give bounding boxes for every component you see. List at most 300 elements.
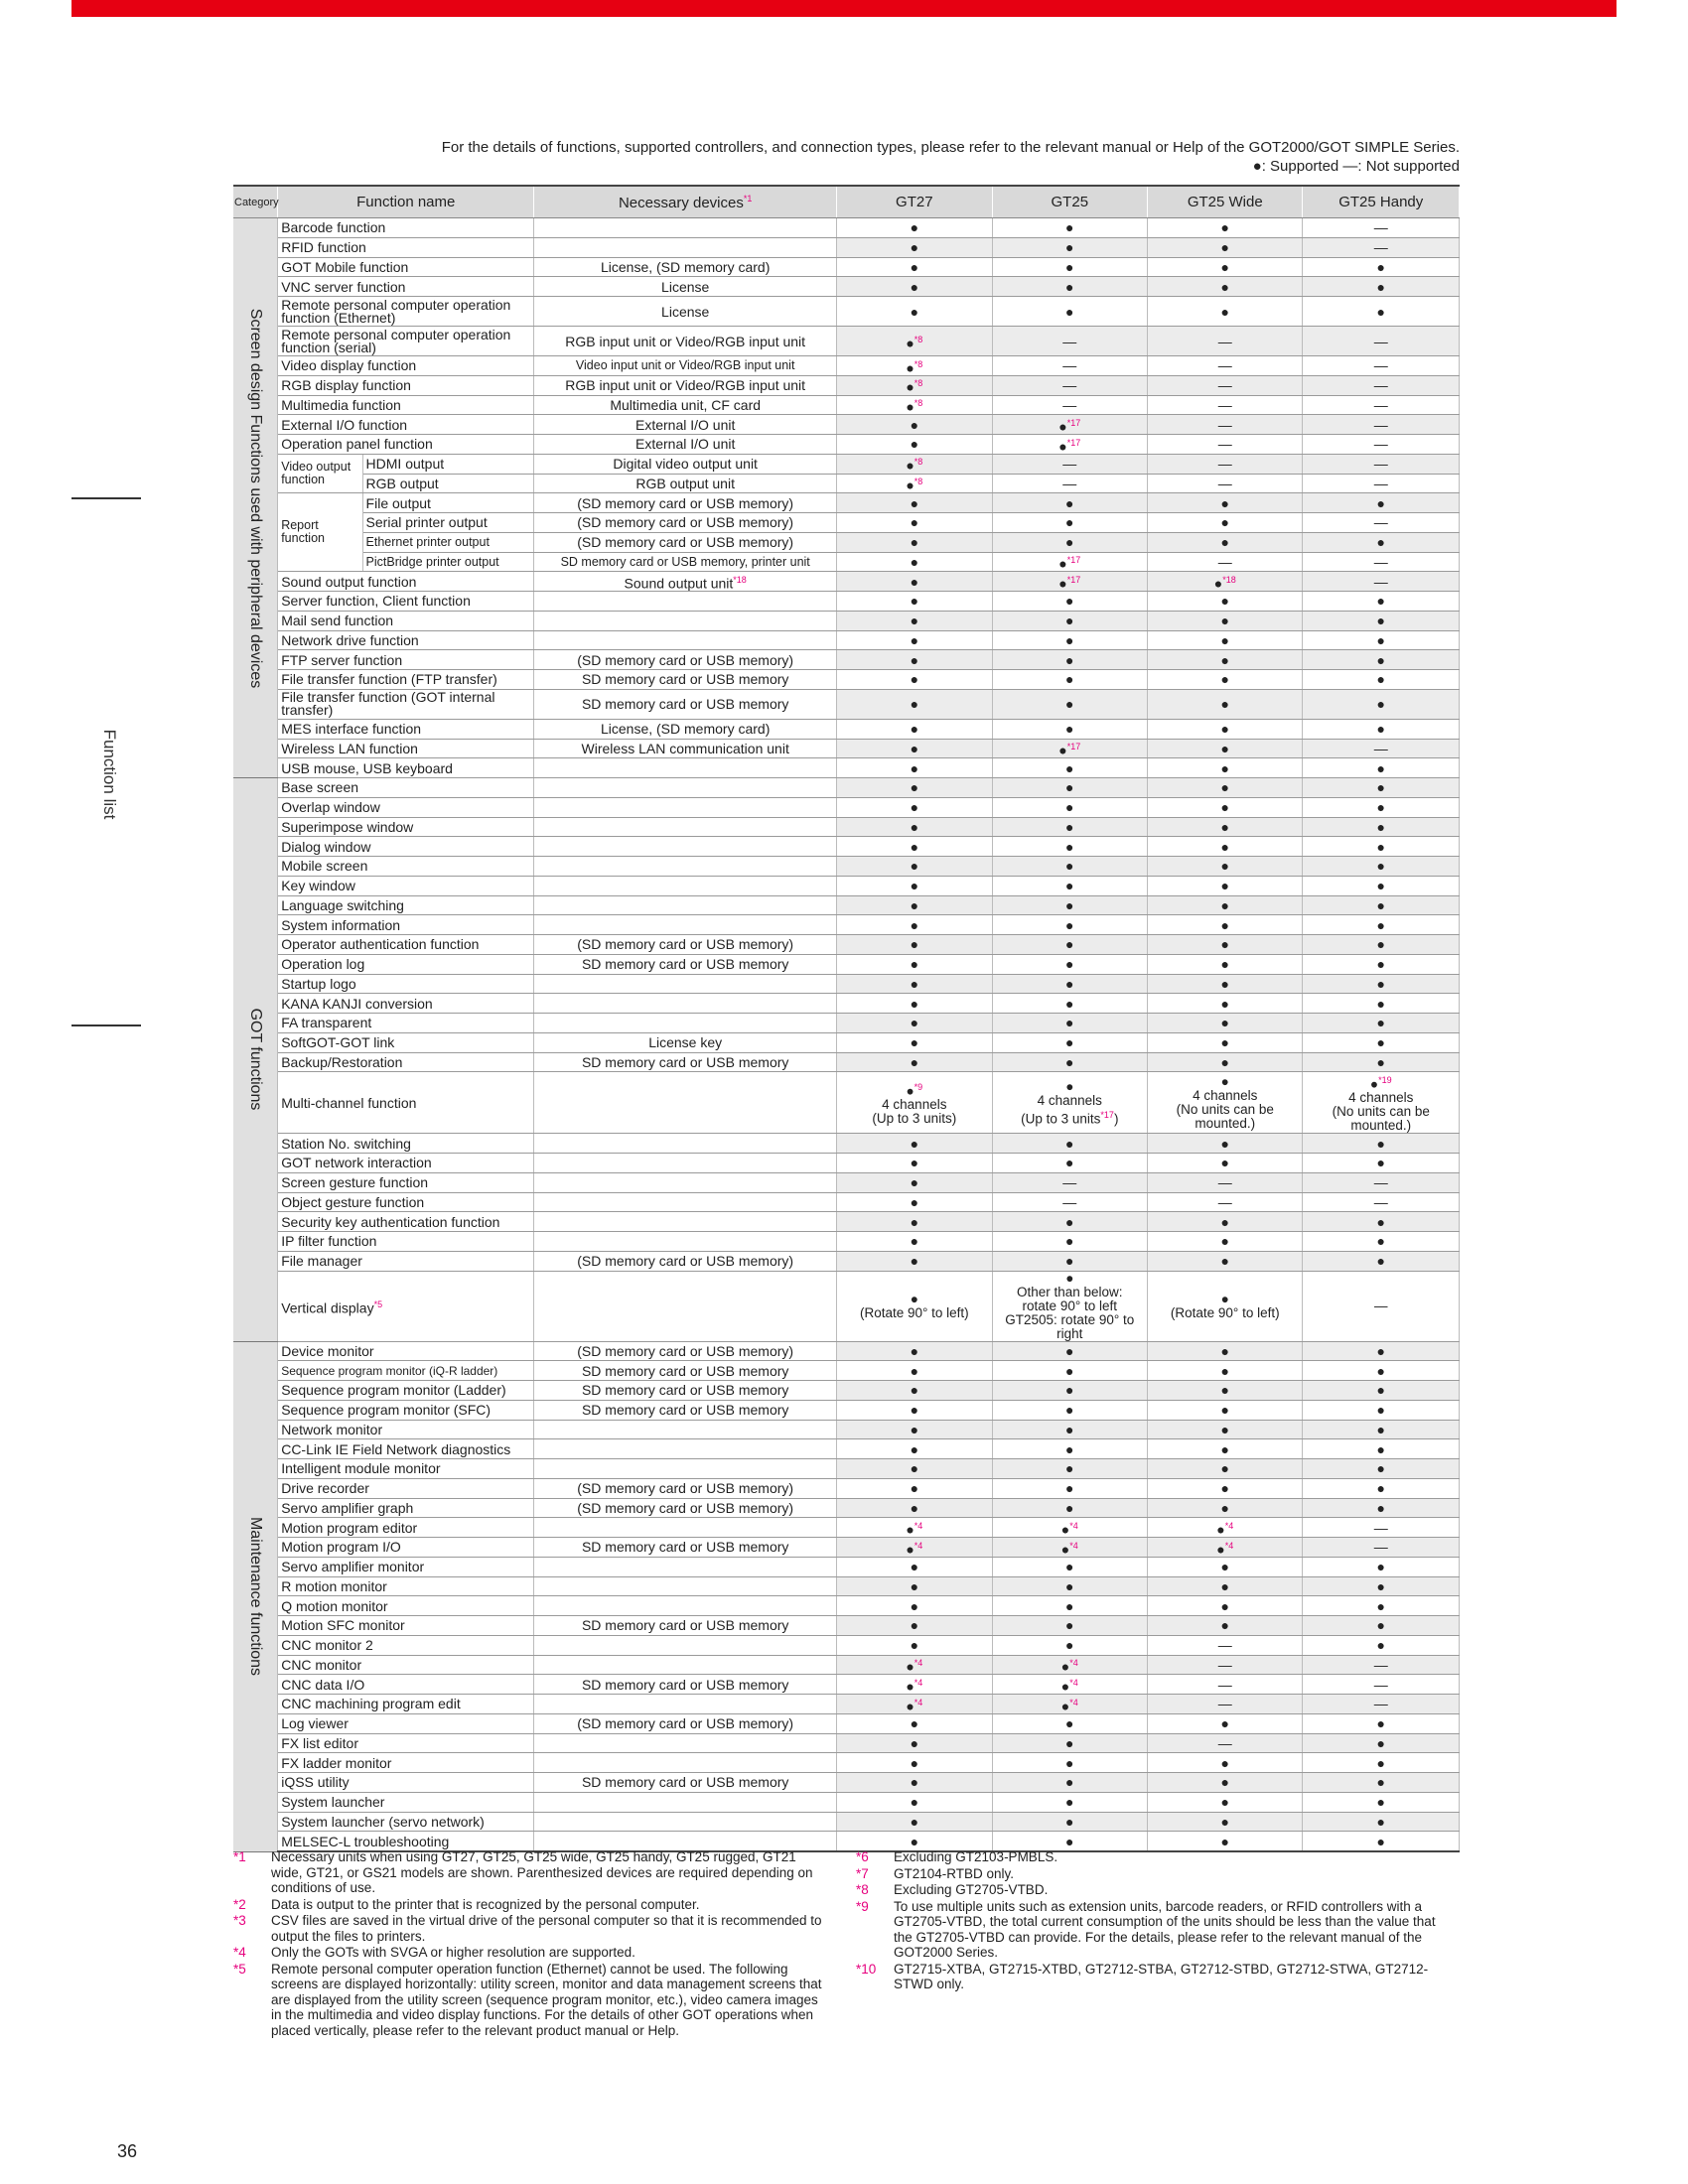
support-cell: ●$^{*8}$ [837, 454, 992, 474]
support-cell: ● [1303, 1812, 1460, 1832]
support-cell: ●$^{*8}$ [837, 395, 992, 415]
support-cell: ● [992, 1478, 1147, 1498]
support-cell: ● [1148, 935, 1303, 955]
function-name: CNC monitor [278, 1655, 534, 1675]
support-cell: ● [837, 1361, 992, 1381]
support-cell: ● [992, 895, 1147, 915]
table-row [233, 994, 1460, 1014]
support-cell: ● [1148, 257, 1303, 277]
necessary-devices [534, 1792, 837, 1812]
necessary-devices [534, 857, 837, 877]
support-cell: ● [837, 611, 992, 630]
function-name: PictBridge printer output [362, 552, 534, 572]
table-row [233, 876, 1460, 895]
support-cell: ● [1148, 1478, 1303, 1498]
table-row [233, 1271, 1460, 1341]
necessary-devices [534, 915, 837, 935]
function-name: GOT Mobile function [278, 257, 534, 277]
support-cell: ● [1148, 797, 1303, 817]
necessary-devices [534, 778, 837, 798]
necessary-devices: License, (SD memory card) [534, 257, 837, 277]
footnote [233, 1897, 839, 1913]
support-cell: ● [1303, 532, 1460, 552]
support-cell: ● [1148, 719, 1303, 739]
support-cell: ● [1303, 935, 1460, 955]
function-name: Operation log [278, 954, 534, 974]
support-cell: ● [837, 1557, 992, 1576]
function-name: FX ladder monitor [278, 1753, 534, 1773]
support-cell: ● [837, 1635, 992, 1655]
function-name: RGB output [362, 474, 534, 493]
necessary-devices: External I/O unit [534, 435, 837, 455]
table-row [233, 1154, 1460, 1173]
table-row [233, 395, 1460, 415]
support-cell: ● [837, 954, 992, 974]
support-cell: ● [1303, 1420, 1460, 1439]
support-cell: ● [992, 1498, 1147, 1518]
support-cell: ● [1148, 954, 1303, 974]
necessary-devices: SD memory card or USB memory [534, 1616, 837, 1636]
footnote [856, 1882, 1462, 1898]
support-cell: ● [1303, 1134, 1460, 1154]
support-cell: ● [1148, 592, 1303, 612]
support-cell: ● [992, 876, 1147, 895]
table-row [233, 356, 1460, 376]
category-label: GOT functions [247, 1008, 265, 1111]
support-cell: ● [992, 857, 1147, 877]
footnote [233, 1945, 839, 1961]
support-cell: ● [992, 974, 1147, 994]
support-cell: ● [837, 1212, 992, 1232]
support-cell: ● [837, 1192, 992, 1212]
footnote-key: *6 [856, 1849, 869, 1864]
support-cell: ● [1303, 1014, 1460, 1033]
support-cell: — [1303, 395, 1460, 415]
necessary-devices: (SD memory card or USB memory) [534, 493, 837, 513]
necessary-devices [534, 1134, 837, 1154]
function-name: File output [362, 493, 534, 513]
necessary-devices: SD memory card or USB memory [534, 1675, 837, 1695]
support-cell: — [992, 454, 1147, 474]
support-cell: ●$^{*4}$ [992, 1518, 1147, 1538]
table-row [233, 1212, 1460, 1232]
side-label-text: Function list [100, 729, 119, 820]
necessary-devices: Video input unit or Video/RGB input unit [534, 356, 837, 376]
support-cell: ● [1148, 630, 1303, 650]
support-cell: ● [1148, 1596, 1303, 1616]
function-name: FTP server function [278, 650, 534, 670]
support-cell: — [1148, 1675, 1303, 1695]
support-cell: ● [837, 1616, 992, 1636]
support-cell: ● [1303, 1439, 1460, 1459]
support-cell: ● [992, 257, 1147, 277]
table-row [233, 837, 1460, 857]
support-cell: ● [837, 994, 992, 1014]
support-cell: ● [992, 532, 1147, 552]
table-row [233, 592, 1460, 612]
table-row [233, 1557, 1460, 1576]
support-cell: ● [1148, 857, 1303, 877]
support-cell: ● [1303, 1154, 1460, 1173]
table-row [233, 1381, 1460, 1401]
function-name: Serial printer output [362, 513, 534, 533]
support-cell: ● [1148, 1616, 1303, 1636]
table-row [233, 1616, 1460, 1636]
function-name: Overlap window [278, 797, 534, 817]
table-row [233, 1792, 1460, 1812]
support-cell: ● [992, 218, 1147, 238]
support-cell: ● [837, 1439, 992, 1459]
necessary-devices: License [534, 277, 837, 297]
function-name: CNC data I/O [278, 1675, 534, 1695]
support-cell: — [1148, 435, 1303, 455]
function-name: Startup logo [278, 974, 534, 994]
necessary-devices [534, 1635, 837, 1655]
function-name: Backup/Restoration [278, 1052, 534, 1072]
table-row [233, 817, 1460, 837]
function-name: CNC machining program edit [278, 1695, 534, 1714]
support-cell: ● [1148, 1361, 1303, 1381]
table-row [233, 857, 1460, 877]
table-row [233, 974, 1460, 994]
support-cell: ● [1148, 1232, 1303, 1252]
support-cell: ● [837, 1172, 992, 1192]
support-cell: ● [1303, 1478, 1460, 1498]
support-cell: ● [1303, 670, 1460, 690]
support-cell: ● [992, 630, 1147, 650]
footnote-key: *7 [856, 1865, 869, 1881]
support-cell: ● [1148, 1832, 1303, 1851]
support-cell: ● [837, 797, 992, 817]
support-cell: ● [992, 1052, 1147, 1072]
support-cell: ● [1148, 974, 1303, 994]
header-devices-star: *1 [743, 193, 753, 204]
table-row [233, 935, 1460, 955]
support-cell: — [1303, 375, 1460, 395]
necessary-devices: Wireless LAN communication unit [534, 739, 837, 758]
table-row [233, 1518, 1460, 1538]
function-name: SoftGOT-GOT link [278, 1032, 534, 1052]
support-cell: ● [1303, 1341, 1460, 1361]
function-name: KANA KANJI conversion [278, 994, 534, 1014]
support-cell: ● [1148, 218, 1303, 238]
support-cell: ● [1303, 1400, 1460, 1420]
necessary-devices [534, 1154, 837, 1173]
support-cell: ● [837, 1134, 992, 1154]
footnote-key: *3 [233, 1913, 246, 1928]
table-row [233, 375, 1460, 395]
support-cell: ● [1303, 650, 1460, 670]
support-cell: ● [837, 218, 992, 238]
header-gt25-handy: GT25 Handy [1303, 186, 1460, 218]
support-cell: ● [1303, 778, 1460, 798]
function-name: Log viewer [278, 1713, 534, 1733]
necessary-devices: (SD memory card or USB memory) [534, 1478, 837, 1498]
support-cell: — [1303, 572, 1460, 592]
table-row [233, 257, 1460, 277]
footnote-key: *5 [233, 1961, 246, 1977]
category-cell [233, 218, 278, 778]
support-cell: ● [1148, 994, 1303, 1014]
support-cell: — [1303, 327, 1460, 356]
subgroup-cell: Report function [278, 493, 362, 572]
header-function-name: Function name [278, 186, 534, 218]
function-name: Station No. switching [278, 1134, 534, 1154]
table-row [233, 1361, 1460, 1381]
table-row [233, 1596, 1460, 1616]
function-name: Base screen [278, 778, 534, 798]
table-row [233, 1459, 1460, 1479]
support-cell: ● [837, 572, 992, 592]
support-cell: ● [837, 778, 992, 798]
category-cell [233, 1341, 278, 1851]
header-gt25: GT25 [992, 186, 1147, 218]
necessary-devices: Multimedia unit, CF card [534, 395, 837, 415]
support-cell: ● [992, 611, 1147, 630]
footnote-key: *10 [856, 1961, 877, 1977]
support-cell: ● [1303, 277, 1460, 297]
support-cell: ● [837, 758, 992, 778]
support-cell: ● [992, 1154, 1147, 1173]
support-cell: ● [1303, 493, 1460, 513]
support-cell: ● [1303, 895, 1460, 915]
support-cell: ● [1148, 1154, 1303, 1173]
table-row [233, 1341, 1460, 1361]
header-gt25-wide: GT25 Wide [1148, 186, 1303, 218]
support-cell: ● [1148, 670, 1303, 690]
table-row [233, 630, 1460, 650]
support-cell: — [1303, 356, 1460, 376]
support-cell: — [992, 356, 1147, 376]
support-cell: ● [1148, 1381, 1303, 1401]
table-row [233, 1014, 1460, 1033]
footnote-key: *4 [233, 1945, 246, 1960]
support-cell: ● [1148, 1773, 1303, 1793]
support-cell: ● (Rotate 90° to left) [1148, 1271, 1303, 1341]
function-name: VNC server function [278, 277, 534, 297]
support-cell: ● [837, 689, 992, 719]
footnote-key: *9 [856, 1898, 869, 1914]
support-cell: ● [992, 1812, 1147, 1832]
support-cell: ●$^{*4}$ [1148, 1538, 1303, 1558]
function-name: External I/O function [278, 415, 534, 435]
support-cell: ● [1303, 1052, 1460, 1072]
table-row [233, 1172, 1460, 1192]
function-name: Sequence program monitor (Ladder) [278, 1381, 534, 1401]
support-cell: ● [837, 1381, 992, 1401]
support-cell: ● [1148, 650, 1303, 670]
intro-text: For the details of functions, supported controllers, and connection types, please refer to the relevant manual or Help of the GOT2000/GOT SIMPLE Series. [441, 139, 1460, 156]
support-cell: ● [1303, 1773, 1460, 1793]
support-cell: ●$^{*8}$ [837, 474, 992, 493]
support-cell: ● [837, 1792, 992, 1812]
necessary-devices [534, 1271, 837, 1341]
necessary-devices: (SD memory card or USB memory) [534, 532, 837, 552]
support-cell: ●$^{*4}$ [837, 1538, 992, 1558]
table-row [233, 1713, 1460, 1733]
support-cell: ● [837, 817, 992, 837]
table-row [233, 1251, 1460, 1271]
table-row [233, 1134, 1460, 1154]
support-cell: ●$^{*4}$ [992, 1695, 1147, 1714]
support-cell: ● [992, 1439, 1147, 1459]
support-cell: ● [1148, 1753, 1303, 1773]
support-cell: ●$^{*4}$ [992, 1655, 1147, 1675]
table-row [233, 435, 1460, 455]
table-row [233, 1635, 1460, 1655]
support-cell: ● [992, 1251, 1147, 1271]
support-cell: ● [1303, 994, 1460, 1014]
support-cell: ● [992, 1832, 1147, 1851]
table-row [233, 1420, 1460, 1439]
support-cell: ● [1148, 1420, 1303, 1439]
support-cell: ● [1303, 1251, 1460, 1271]
necessary-devices [534, 1014, 837, 1033]
function-name: Multi-channel function [278, 1072, 534, 1134]
support-cell: ● [837, 1032, 992, 1052]
support-cell: ●$^{*8}$ [837, 356, 992, 376]
support-cell: ● [992, 1557, 1147, 1576]
function-name: Security key authentication function [278, 1212, 534, 1232]
function-name: Servo amplifier monitor [278, 1557, 534, 1576]
support-cell: ● 4 channels (Up to 3 units$^{*17}$) [992, 1072, 1147, 1134]
table-row [233, 1812, 1460, 1832]
support-cell: — [1303, 739, 1460, 758]
table-row [233, 739, 1460, 758]
support-cell: — [1148, 1172, 1303, 1192]
function-name: Object gesture function [278, 1192, 534, 1212]
function-name: Vertical display$^{*5}$ [278, 1271, 534, 1341]
support-cell: ● [1303, 857, 1460, 877]
support-cell: ● [992, 1459, 1147, 1479]
footnote-text: GT2104-RTBD only. [894, 1865, 1015, 1881]
support-cell: ●$^{*17}$ [992, 415, 1147, 435]
support-cell: ● [1148, 297, 1303, 327]
table-row [233, 1192, 1460, 1212]
support-cell: ● [1303, 1596, 1460, 1616]
function-name: Ethernet printer output [362, 532, 534, 552]
support-cell: ● [1148, 778, 1303, 798]
footnote-text: To use multiple units such as extension units, barcode readers, or RFID controllers with a GT2705-VTBD, the total current consumption of the units should be less than the value that the GT2705-VTBD can provide. For the details, please refer to the relevant manual of the GOT2000 Series. [894, 1898, 1436, 1960]
footnote-key: *1 [233, 1849, 246, 1864]
support-cell: — [1303, 237, 1460, 257]
support-cell: — [992, 327, 1147, 356]
table-row [233, 237, 1460, 257]
support-cell: ● [1303, 876, 1460, 895]
necessary-devices [534, 1172, 837, 1192]
support-cell: ● [1303, 297, 1460, 327]
function-name: IP filter function [278, 1232, 534, 1252]
necessary-devices [534, 1733, 837, 1753]
support-cell: ●$^{*8}$ [837, 327, 992, 356]
support-cell: — [992, 395, 1147, 415]
support-cell: ● [992, 1635, 1147, 1655]
necessary-devices [534, 1832, 837, 1851]
function-name: System launcher (servo network) [278, 1812, 534, 1832]
support-cell: — [1303, 1675, 1460, 1695]
side-divider-bottom [71, 1024, 141, 1026]
function-name: CNC monitor 2 [278, 1635, 534, 1655]
table-row [233, 415, 1460, 435]
necessary-devices [534, 1576, 837, 1596]
support-cell: ● [1148, 1052, 1303, 1072]
support-cell: ● [837, 415, 992, 435]
necessary-devices: (SD memory card or USB memory) [534, 650, 837, 670]
support-cell: ● [837, 974, 992, 994]
footnote-key: *2 [233, 1896, 246, 1912]
table-row [233, 493, 1460, 513]
necessary-devices [534, 1232, 837, 1252]
support-cell: ● [1303, 1635, 1460, 1655]
necessary-devices: RGB output unit [534, 474, 837, 493]
support-cell: ● [1303, 1713, 1460, 1733]
support-cell: ● [837, 1052, 992, 1072]
support-cell: ● [1148, 1032, 1303, 1052]
support-cell: ● [837, 1400, 992, 1420]
support-cell: ● [1303, 257, 1460, 277]
necessary-devices: License key [534, 1032, 837, 1052]
function-name: Network monitor [278, 1420, 534, 1439]
support-cell: ● [1148, 1341, 1303, 1361]
function-name: System information [278, 915, 534, 935]
table-row [233, 1032, 1460, 1052]
support-cell: — [992, 1192, 1147, 1212]
support-cell: — [1148, 1695, 1303, 1714]
support-cell: ● [992, 1232, 1147, 1252]
necessary-devices [534, 218, 837, 238]
table-row [233, 1478, 1460, 1498]
support-cell: ● [992, 1381, 1147, 1401]
table-row [233, 895, 1460, 915]
necessary-devices [534, 1557, 837, 1576]
support-cell: ● [837, 1498, 992, 1518]
support-cell: ● [992, 994, 1147, 1014]
category-cell [233, 778, 278, 1342]
necessary-devices: License, (SD memory card) [534, 719, 837, 739]
function-name: Intelligent module monitor [278, 1459, 534, 1479]
function-name: USB mouse, USB keyboard [278, 758, 534, 778]
support-cell: ●$^{*17}$ [992, 552, 1147, 572]
table-row [233, 454, 1460, 474]
table-row [233, 1538, 1460, 1558]
function-name: File transfer function (GOT internal transfer) [278, 689, 534, 719]
support-cell: — [1303, 1172, 1460, 1192]
function-name: Motion program I/O [278, 1538, 534, 1558]
necessary-devices: (SD memory card or USB memory) [534, 513, 837, 533]
support-cell: ● [1303, 630, 1460, 650]
footnote [856, 1962, 1462, 1992]
support-cell: ● [1303, 1361, 1460, 1381]
support-cell: ●$^{*4}$ [837, 1518, 992, 1538]
support-cell: ● [837, 1832, 992, 1851]
necessary-devices [534, 895, 837, 915]
table-row [233, 611, 1460, 630]
function-name: System launcher [278, 1792, 534, 1812]
necessary-devices: SD memory card or USB memory [534, 1052, 837, 1072]
footnote-text: Excluding GT2103-PMBLS. [894, 1849, 1058, 1864]
support-cell: ● [837, 1459, 992, 1479]
support-cell: ● [1148, 1251, 1303, 1271]
support-cell: ● [1303, 837, 1460, 857]
support-cell: ● [992, 1212, 1147, 1232]
support-cell: ● [837, 935, 992, 955]
table-row [233, 1052, 1460, 1072]
support-cell: ● [1303, 1212, 1460, 1232]
support-cell: ● [1148, 739, 1303, 758]
footnote [233, 1849, 839, 1896]
support-cell: — [1148, 415, 1303, 435]
support-cell: ● [1303, 974, 1460, 994]
